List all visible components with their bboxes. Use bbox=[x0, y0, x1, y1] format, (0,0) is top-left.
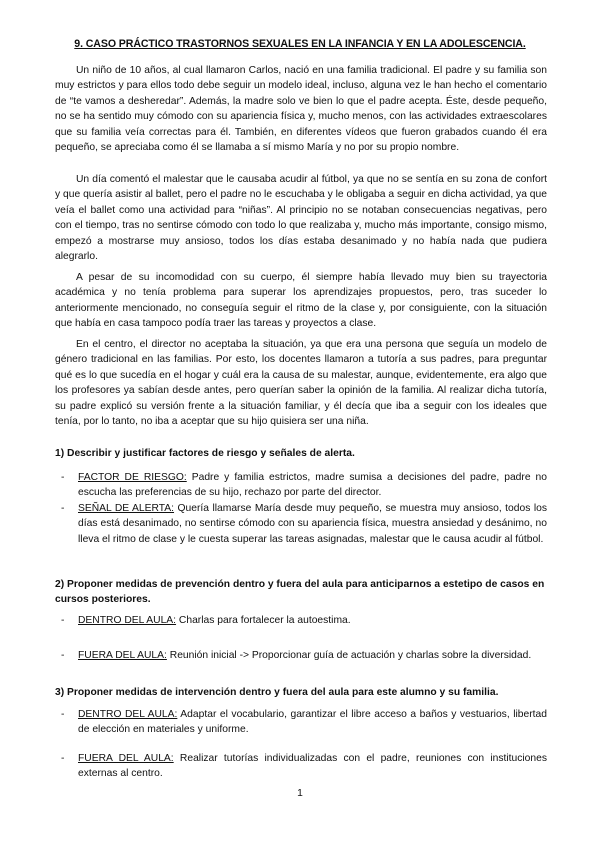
bullet-dash: - bbox=[61, 753, 65, 764]
item-label: DENTRO DEL AULA: bbox=[78, 709, 178, 720]
item-text: Adaptar el vocabulario, garantizar el libre acceso a baños y vestuarios, libertad de elección en materiales y uniforme. bbox=[78, 709, 547, 736]
list-item bbox=[55, 648, 547, 663]
paragraph-2: Un día comentó el malestar que le causaba acudir al fútbol, ya que no se sentía en su zona de confort y que quería asistir al ballet, pero el padre no le escuchaba y le obligaba a seguir en dicha actividad, ya que veía el ballet como una actividad para “niñas”. Al principio no se notaban consecuencias negativas, pero con el tiempo, tras no sentirse cómodo con todo lo que realizaba y, mucho más importante, consigo mismo, empezó a mostrarse muy ansioso, todos los días estaba desanimado y no había nada que pudiera alegrarlo. bbox=[55, 174, 547, 263]
item-text: Charlas para fortalecer la autoestima. bbox=[176, 615, 351, 626]
question-1-heading: 1) Describir y justificar factores de riesgo y señales de alerta. bbox=[55, 448, 355, 459]
item-label: DENTRO DEL AULA: bbox=[78, 615, 177, 626]
list-item bbox=[55, 613, 547, 628]
paragraph-1: Un niño de 10 años, al cual llamaron Carlos, nació en una familia tradicional. El padre y su familia son muy estrictos y para ellos todo debe seguir un modelo ideal, incluso, alguna vez le han hecho el comentario de “te vamos a desheredar”. Además, la madre solo ve bien lo que el padre acepta. Éste, desde pequeño, no se ha sentido muy cómodo con su apariencia física y, mucho menos, con las actividades extraescolares que su familia veía correctas para él. También, en diferentes vídeos que fueron grabados cuando él era pequeño, se apreciaba como él se llamaba a sí mismo María y no por su propio nombre. bbox=[55, 65, 547, 154]
paragraph-4: En el centro, el director no aceptaba la situación, ya que era una persona que seguía un modelo de género tradicional en las familias. Por esto, los docentes llamaron a tutoría a sus padres, para preguntar qué es lo que sucedía en el hogar y cuál era la causa de su malestar, aunque, evidentemente, era algo que los profesores ya sabían desde antes, pero querían saber la opinión de la familia. Al realizar dicha tutoría, su padre explicó su versión frente a la situación familiar, y él decía que iba a seguir con los ideales que tenía, por lo tanto, no iba a aceptar que su hijo quisiera ser una niña. bbox=[55, 339, 547, 428]
item-label: SEÑAL DE ALERTA: bbox=[78, 503, 175, 514]
question-3-heading: 3) Proponer medidas de intervención dentro y fuera del aula para este alumno y su familia. bbox=[55, 687, 499, 698]
item-text: Realizar tutorías individualizadas con el padre, reuniones con instituciones externas al centro. bbox=[78, 753, 548, 780]
bullet-dash: - bbox=[61, 615, 65, 626]
bullet-dash: - bbox=[61, 503, 65, 514]
document-title: 9. CASO PRÁCTICO TRASTORNOS SEXUALES EN LA INFANCIA Y EN LA ADOLESCENCIA. bbox=[74, 38, 526, 50]
item-text: Quería llamarse María desde muy pequeño, se muestra muy ansioso, todos los días está desanimado, no sentirse cómodo con su apariencia física, muestra ansiedad y desánimo, no lleva el ritmo de clase y le cuesta superar las tareas asignadas, malestar que le causa acudir al fútbol. bbox=[78, 503, 547, 545]
item-label: FACTOR DE RIESGO: bbox=[78, 472, 187, 483]
paragraph-3: A pesar de su incomodidad con su cuerpo, él siempre había llevado muy bien su trayectoria académica y no tenía problema para superar los aprendizajes propuestos, pero, tras suceder lo anteriormente mencionado, no conseguía seguir el ritmo de la clase y, por consiguiente, con la situación que había en casa tampoco podía traer las tareas y proyectos a clase. bbox=[55, 272, 547, 330]
page-number: 1 bbox=[297, 788, 303, 799]
bullet-dash: - bbox=[61, 650, 65, 661]
item-label: FUERA DEL AULA: bbox=[78, 650, 167, 661]
list-item bbox=[55, 470, 547, 501]
list-item bbox=[55, 751, 547, 782]
list-item bbox=[55, 707, 547, 738]
item-text: Reunión inicial -> Proporcionar guía de actuación y charlas sobre la diversidad. bbox=[166, 650, 532, 661]
item-text: Padre y familia estrictos, madre sumisa a decisiones del padre, padre no escucha las preferencias de su hijo, rechazo por parte del director. bbox=[78, 472, 547, 499]
bullet-dash: - bbox=[61, 709, 65, 720]
bullet-dash: - bbox=[61, 472, 65, 483]
question-2-heading: 2) Proponer medidas de prevención dentro y fuera del aula para anticiparnos a estetipo de casos en cursos posteriores. bbox=[55, 579, 545, 606]
item-label: FUERA DEL AULA: bbox=[78, 753, 174, 764]
list-item bbox=[55, 501, 547, 547]
